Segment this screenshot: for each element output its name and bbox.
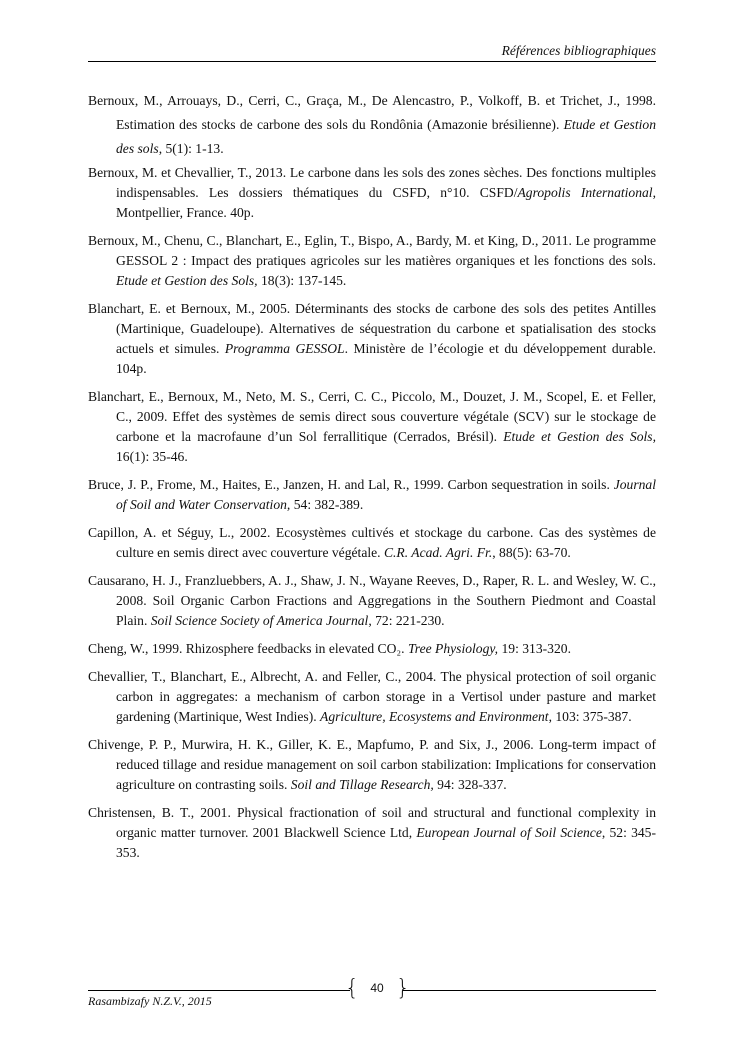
reference-text: , 5(1): 1-13. — [158, 141, 224, 156]
reference-text: , 103: 375-387. — [548, 709, 632, 724]
running-header: Références bibliographiques — [501, 43, 656, 58]
reference-entry — [88, 299, 656, 379]
reference-source: Agriculture, Ecosystems and Environment — [320, 709, 549, 724]
reference-text: Bernoux, M., Chenu, C., Blanchart, E., Eglin, T., Bispo, A., Bardy, M. et King, D., 2011. Le programme GESSOL 2 : Impact des pratiques agricoles sur les matières organiques et les fonctions des sols. — [88, 233, 656, 268]
reference-text: Christensen, B. T., 2001. Physical fractionation of soil and structural and functional complexity in organic matter turnover. 2001 Blackwell Science Ltd, — [88, 805, 656, 840]
reference-text: Blanchart, E. et Bernoux, M., 2005. Déterminants des stocks de carbone des sols des petites Antilles (Martinique, Guadeloupe). Alternatives de séquestration du carbone et spatialisation des stocks actuels et simules. — [88, 301, 656, 356]
reference-text: Blanchart, E., Bernoux, M., Neto, M. S., Cerri, C. C., Piccolo, M., Douzet, J. M., Scopel, E. et Feller, C., 2009. Effet des systèmes de semis direct sous couverture végétale (SCV) sur le stockage de carbone et la macrofaune d’un Sol ferrallitique (Cerrados, Brésil). — [88, 389, 656, 444]
reference-text: 19: 313-320. — [498, 641, 571, 656]
reference-text: Bernoux, M. et Chevallier, T., 2013. Le carbone dans les sols des zones sèches. Des fonctions multiples indispensables. Les dossiers thématiques du CSFD, n°10. CSFD/ — [88, 165, 656, 200]
footer-rule-right — [402, 990, 656, 991]
reference-entry — [88, 387, 656, 467]
reference-source: Agropolis International — [517, 185, 653, 200]
reference-entry — [88, 667, 656, 727]
reference-entry — [88, 231, 656, 291]
reference-text: 18(3): 137-145. — [257, 273, 347, 288]
reference-source: Etude et Gestion des Sols, — [503, 429, 656, 444]
reference-entry — [88, 639, 656, 659]
reference-text: 94: 328-337. — [433, 777, 507, 792]
reference-text: Chevallier, T., Blanchart, E., Albrecht, A. and Feller, C., 2004. The physical protection of soil organic carbon in aggregates: a mechanism of carbon storage in a Vertisol under pasture and market gardening (Martinique, West Indies). — [88, 669, 656, 724]
reference-text: , 52: 345-353. — [116, 825, 656, 860]
reference-text: Bruce, J. P., Frome, M., Haites, E., Janzen, H. and Lal, R., 1999. Carbon sequestration in soils. — [88, 477, 614, 492]
reference-entry — [88, 89, 656, 161]
left-brace-decoration: { — [345, 976, 359, 1001]
reference-text: 54: 382-389. — [290, 497, 364, 512]
reference-text: Cheng, W., 1999. Rhizosphere feedbacks in elevated CO₂. — [88, 641, 408, 656]
header-rule — [88, 61, 656, 62]
reference-source: European Journal of Soil Science — [416, 825, 602, 840]
reference-entry — [88, 523, 656, 563]
reference-text: Bernoux, M., Arrouays, D., Cerri, C., Graça, M., De Alencastro, P., Volkoff, B. et Trichet, J., 1998. Estimation des stocks de carbone des sols du Rondônia (Amazonie brésilienne). — [88, 93, 656, 132]
reference-list — [88, 89, 656, 871]
footer-author: Rasambizafy N.Z.V., 2015 — [88, 994, 212, 1008]
footer-rule-left — [88, 990, 350, 991]
reference-text: 16(1): 35-46. — [116, 449, 188, 464]
reference-entry — [88, 735, 656, 795]
reference-source: Soil and Tillage Research, — [290, 777, 434, 792]
page-number: 40 — [370, 981, 384, 995]
reference-source: Soil Science Society of America Journal — [150, 613, 369, 628]
reference-text: Causarano, H. J., Franzluebbers, A. J., Shaw, J. N., Wayane Reeves, D., Raper, R. L. and Wesley, W. C., 2008. Soil Organic Carbon Fractions and Aggregations in the Southern Piedmont and Coastal Plain. — [88, 573, 656, 628]
reference-text: Chivenge, P. P., Murwira, H. K., Giller, K. E., Mapfumo, P. and Six, J., 2006. Long-term impact of reduced tillage and residue management on soil carbon stabilization: Implications for conservation agriculture on contrasting soils. — [88, 737, 656, 792]
reference-text: , 72: 221-230. — [368, 613, 445, 628]
reference-entry — [88, 163, 656, 223]
reference-entry — [88, 475, 656, 515]
reference-text: Capillon, A. et Séguy, L., 2002. Ecosystèmes cultivés et stockage du carbone. Cas des systèmes de culture en semis direct avec couverture végétale. — [88, 525, 656, 560]
reference-entry — [88, 803, 656, 863]
right-brace-decoration: } — [396, 976, 410, 1001]
reference-source: Programma GESSOL — [224, 341, 345, 356]
reference-entry — [88, 571, 656, 631]
reference-text: , 88(5): 63-70. — [492, 545, 571, 560]
reference-source: Tree Physiology, — [407, 641, 499, 656]
reference-source: C.R. Acad. Agri. Fr. — [383, 545, 493, 560]
reference-source: Etude et Gestion des Sols, — [116, 273, 258, 288]
reference-source: Journal of Soil and Water Conservation, — [116, 477, 656, 512]
reference-source: Etude et Gestion des sols — [116, 117, 656, 156]
reference-text: , Montpellier, France. 40p. — [116, 185, 656, 220]
reference-text: . Ministère de l’écologie et du développement durable. 104p. — [116, 341, 657, 376]
